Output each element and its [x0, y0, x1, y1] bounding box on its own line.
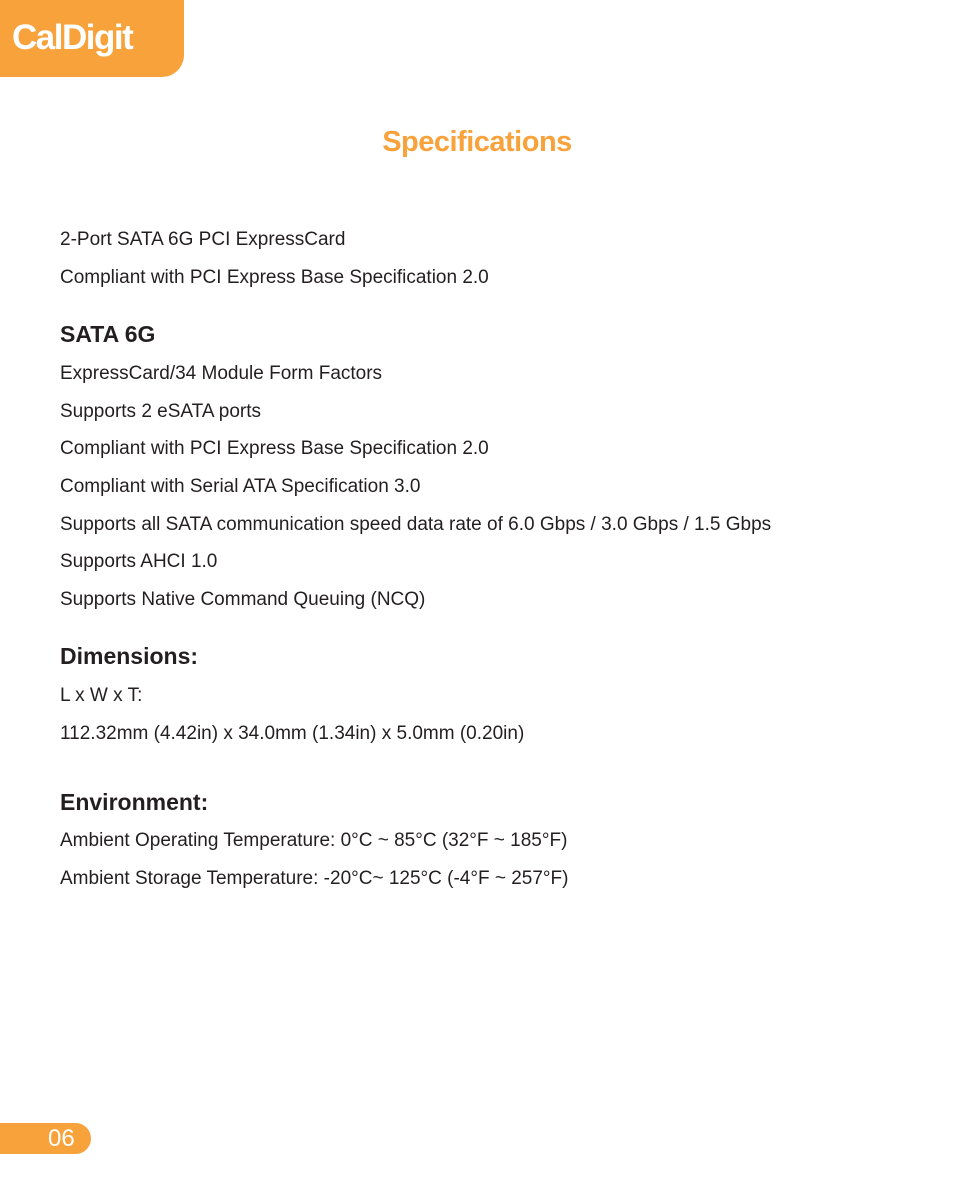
- intro-line-1: 2-Port SATA 6G PCI ExpressCard: [60, 229, 346, 250]
- environment-line-1: Ambient Operating Temperature: 0°C ~ 85°C (32°F ~ 185°F): [60, 830, 568, 851]
- sata-line-2: Supports 2 eSATA ports: [60, 401, 262, 422]
- page-number-tab: [0, 1123, 91, 1154]
- page-title: Specifications: [382, 126, 572, 158]
- environment-heading: Environment:: [60, 789, 209, 815]
- sata-heading: SATA 6G: [60, 321, 156, 347]
- dimensions-heading: Dimensions:: [60, 643, 199, 669]
- sata-line-7: Supports Native Command Queuing (NCQ): [60, 589, 426, 610]
- logo-tab: [0, 0, 184, 77]
- dimensions-line-2: 112.32mm (4.42in) x 34.0mm (1.34in) x 5.0mm (0.20in): [60, 723, 525, 744]
- sata-line-6: Supports AHCI 1.0: [60, 551, 218, 572]
- sata-line-1: ExpressCard/34 Module Form Factors: [60, 363, 383, 384]
- sata-line-3: Compliant with PCI Express Base Specification 2.0: [60, 438, 489, 459]
- page-number: 06: [48, 1125, 75, 1152]
- intro-line-2: Compliant with PCI Express Base Specification 2.0: [60, 267, 489, 288]
- caldigit-logo: CalDigit: [12, 18, 133, 57]
- sata-line-5: Supports all SATA communication speed data rate of 6.0 Gbps / 3.0 Gbps / 1.5 Gbps: [60, 514, 772, 535]
- dimensions-line-1: L x W x T:: [60, 685, 143, 706]
- sata-line-4: Compliant with Serial ATA Specification 3.0: [60, 476, 421, 497]
- environment-line-2: Ambient Storage Temperature: -20°C~ 125°C (-4°F ~ 257°F): [60, 868, 569, 889]
